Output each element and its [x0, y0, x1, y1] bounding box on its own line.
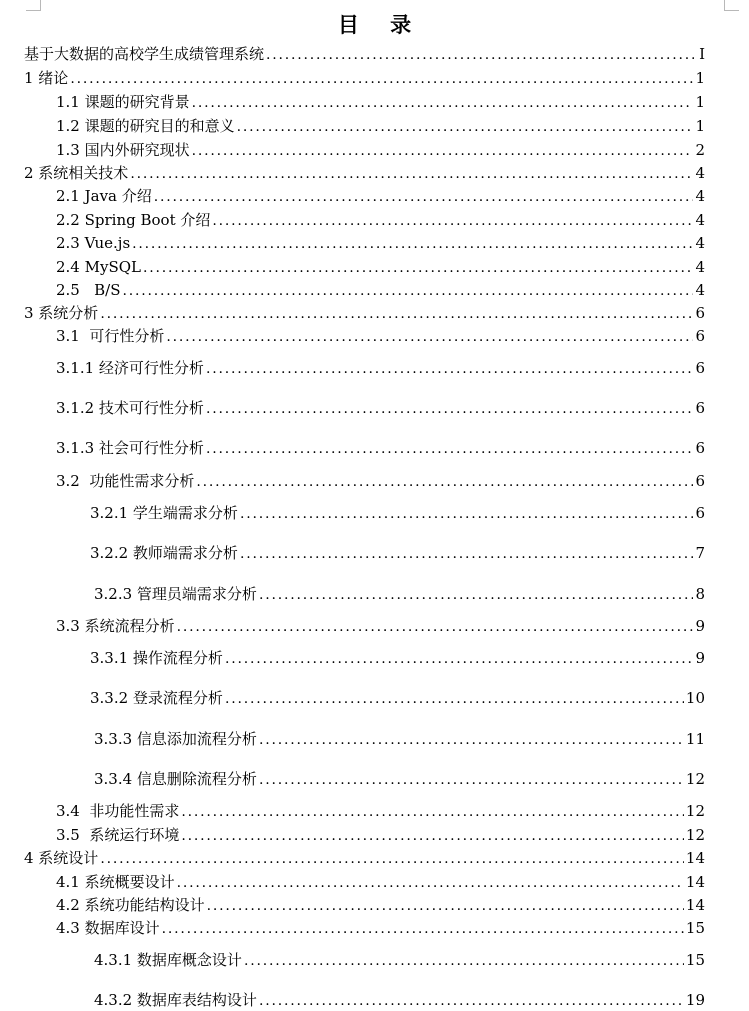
toc-entry[interactable] [56, 398, 705, 419]
toc-entry-text: 3.2.3 管理员端需求分析 [94, 585, 257, 603]
toc-entry[interactable] [94, 584, 705, 605]
toc-page-number: I [699, 45, 705, 63]
toc-leader-dots [177, 617, 694, 637]
toc-leader-dots [162, 919, 684, 939]
toc-page-number: 6 [695, 327, 705, 345]
toc-entry[interactable] [94, 950, 705, 971]
toc-leader-dots [206, 399, 694, 419]
toc-leader-dots [177, 873, 684, 893]
toc-page-number: 4 [695, 211, 705, 229]
toc-page-number: 14 [685, 849, 705, 867]
toc-leader-dots [259, 770, 684, 790]
toc-leader-dots [143, 258, 693, 278]
toc-entry[interactable] [24, 848, 705, 869]
toc-entry-text: 3.3.3 信息添加流程分析 [94, 730, 257, 748]
toc-entry-text: 1 绪论 [24, 69, 69, 87]
toc-page-number: 1 [695, 117, 705, 135]
toc-entry-text: 3.2.2 教师端需求分析 [90, 544, 238, 562]
toc-page-number: 6 [695, 472, 705, 490]
toc-leader-dots [266, 45, 694, 65]
toc-entry-text: 3.1 可行性分析 [56, 327, 165, 345]
toc-entry-text: 2.5 B/S [56, 281, 121, 299]
toc-page-number: 4 [695, 234, 705, 252]
toc-leader-dots [259, 585, 694, 605]
toc-entry-text: 3.4 非功能性需求 [56, 802, 180, 820]
toc-entry[interactable] [94, 729, 705, 750]
toc-leader-dots [225, 689, 684, 709]
toc-entry[interactable] [24, 44, 705, 65]
toc-entry[interactable] [94, 769, 705, 790]
toc-entry[interactable] [56, 616, 705, 637]
toc-entry-text: 3.1.2 技术可行性分析 [56, 399, 204, 417]
toc-leader-dots [181, 802, 684, 822]
toc-entry-text: 1.3 国内外研究现状 [56, 141, 190, 159]
toc-entry-text: 1.2 课题的研究目的和意义 [56, 117, 235, 135]
toc-entry-text: 3.3.2 登录流程分析 [90, 689, 223, 707]
toc-entry[interactable] [56, 326, 705, 347]
toc-page-number: 4 [695, 164, 705, 182]
toc-leader-dots [244, 951, 684, 971]
toc-leader-dots [192, 93, 694, 113]
toc-entry[interactable] [56, 358, 705, 379]
toc-leader-dots [259, 730, 684, 750]
toc-page-number: 11 [685, 730, 705, 748]
toc-entry[interactable] [56, 825, 705, 846]
toc-leader-dots [166, 327, 693, 347]
toc-entry[interactable] [24, 163, 705, 184]
toc-entry[interactable] [56, 92, 705, 113]
toc-leader-dots [240, 504, 694, 524]
toc-entry[interactable] [56, 895, 705, 916]
toc-leader-dots [123, 281, 694, 301]
toc-entry[interactable] [56, 233, 705, 254]
toc-page-number: 15 [685, 919, 705, 937]
toc-leader-dots [240, 544, 694, 564]
toc-entry-text: 4.3.2 数据库表结构设计 [94, 991, 257, 1009]
toc-page-number: 8 [695, 585, 705, 603]
toc-entry-text: 1.1 课题的研究背景 [56, 93, 190, 111]
toc-page-number: 12 [685, 826, 705, 844]
toc-page-number: 1 [695, 93, 705, 111]
toc-page-number: 10 [685, 689, 705, 707]
toc-page-number: 1 [695, 69, 705, 87]
toc-entry-text: 3.2 功能性需求分析 [56, 472, 195, 490]
toc-leader-dots [207, 896, 684, 916]
toc-page-number: 6 [695, 359, 705, 377]
toc-leader-dots [225, 649, 694, 669]
toc-entry-text: 3 系统分析 [24, 304, 99, 322]
toc-leader-dots [212, 211, 693, 231]
toc-entry[interactable] [56, 918, 705, 939]
toc-page-number: 9 [695, 649, 705, 667]
toc-entry[interactable] [56, 438, 705, 459]
toc-leader-dots [206, 439, 694, 459]
toc-entry[interactable] [56, 116, 705, 137]
toc-leader-dots [100, 304, 693, 324]
toc-entry[interactable] [56, 186, 705, 207]
toc-leader-dots [70, 69, 693, 89]
toc-leader-dots [130, 164, 693, 184]
toc-leader-dots [181, 826, 684, 846]
toc-page-number: 7 [695, 544, 705, 562]
toc-entry-text: 2.1 Java 介绍 [56, 187, 152, 205]
toc-page-number: 6 [695, 439, 705, 457]
toc-entry-text: 2.2 Spring Boot 介绍 [56, 211, 211, 229]
toc-entry[interactable] [56, 801, 705, 822]
toc-entry[interactable] [56, 210, 705, 231]
toc-entry-text: 基于大数据的高校学生成绩管理系统 [24, 45, 265, 63]
toc-page-number: 6 [695, 304, 705, 322]
toc-entry-text: 3.1.1 经济可行性分析 [56, 359, 204, 377]
toc-page-number: 4 [695, 258, 705, 276]
toc-leader-dots [154, 187, 694, 207]
toc-entry[interactable] [90, 688, 705, 709]
toc-page-number: 2 [695, 141, 705, 159]
toc-entry-text: 3.3.1 操作流程分析 [90, 649, 223, 667]
toc-entry[interactable] [90, 648, 705, 669]
toc-entry-text: 3.2.1 学生端需求分析 [90, 504, 238, 522]
toc-page-number: 14 [685, 873, 705, 891]
toc-entry-text: 4.3.1 数据库概念设计 [94, 951, 242, 969]
toc-entry-text: 4 系统设计 [24, 849, 99, 867]
toc-page-number: 9 [695, 617, 705, 635]
toc-entry[interactable] [56, 257, 705, 278]
toc-entry-text: 2.3 Vue.js [56, 234, 131, 252]
toc-entry[interactable] [56, 280, 705, 301]
toc-entry-text: 2 系统相关技术 [24, 164, 129, 182]
toc-entry[interactable] [24, 68, 705, 89]
toc-entry[interactable] [56, 872, 705, 893]
toc-entry-text: 3.1.3 社会可行性分析 [56, 439, 204, 457]
toc-entry[interactable] [90, 543, 705, 564]
toc-entry-text: 2.4 MySQL [56, 258, 141, 276]
toc-leader-dots [192, 141, 694, 161]
toc-leader-dots [237, 117, 694, 137]
toc-title: 目 录 [337, 13, 424, 37]
toc-entry-text: 4.3 数据库设计 [56, 919, 160, 937]
toc-page-number: 14 [685, 896, 705, 914]
toc-page-number: 12 [685, 770, 705, 788]
toc-page-number: 6 [695, 504, 705, 522]
toc-leader-dots [206, 359, 694, 379]
toc-entry-text: 4.2 系统功能结构设计 [56, 896, 205, 914]
toc-leader-dots [196, 472, 693, 492]
toc-leader-dots [259, 991, 684, 1011]
toc-page-number: 19 [685, 991, 705, 1009]
toc-entry[interactable] [94, 990, 705, 1011]
toc-page-number: 6 [695, 399, 705, 417]
toc-page-number: 4 [695, 187, 705, 205]
toc-entry-text: 3.3 系统流程分析 [56, 617, 175, 635]
toc-entry-text: 4.1 系统概要设计 [56, 873, 175, 891]
toc-leader-dots [100, 849, 684, 869]
toc-page-number: 12 [685, 802, 705, 820]
toc-page-number: 15 [685, 951, 705, 969]
toc-leader-dots [132, 234, 693, 254]
toc-entry[interactable] [56, 140, 705, 161]
toc-entry-text: 3.5 系统运行环境 [56, 826, 180, 844]
toc-page-number: 4 [695, 281, 705, 299]
toc-entry[interactable] [24, 303, 705, 324]
toc-entry-text: 3.3.4 信息删除流程分析 [94, 770, 257, 788]
toc-entry[interactable] [56, 471, 705, 492]
toc-entry[interactable] [90, 503, 705, 524]
